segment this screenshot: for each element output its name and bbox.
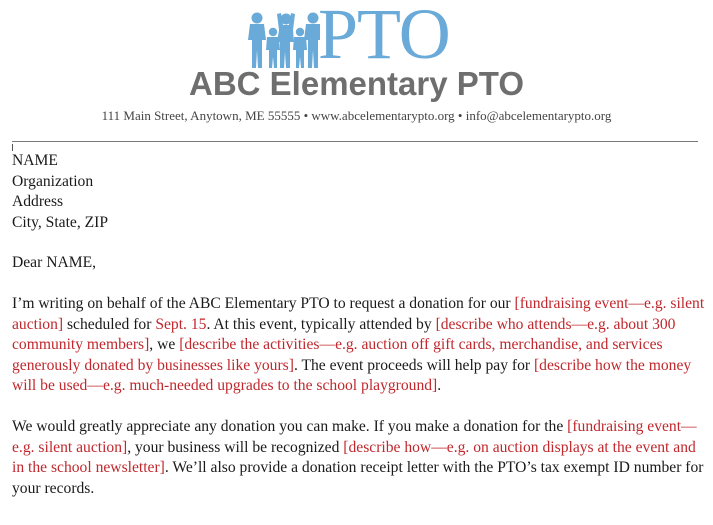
contact-info: 111 Main Street, Anytown, ME 55555 • www.abcelementarypto.org • info@abcelementarypto.org [101, 108, 612, 123]
placeholder-segment: [describe how—e.g. on auction displays at the event and in the school newsletter] [12, 438, 696, 477]
placeholder-segment: [describe how the money will be used—e.g. much-needed upgrades to the school playground] [12, 356, 692, 395]
placeholder-segment: [fundraising event—e.g. silent auction] [12, 417, 697, 456]
text-cursor [12, 144, 13, 151]
text-segment: . At this event, typically attended by [206, 315, 436, 333]
family-figures-icon [248, 10, 320, 70]
recipient-organization: Organization [12, 172, 94, 190]
header-divider [12, 141, 698, 142]
recipient-block [12, 151, 706, 233]
organization-title: ABC Elementary PTO [189, 65, 524, 102]
salutation: Dear NAME, [12, 254, 97, 272]
letterhead [0, 0, 713, 140]
recipient-city-state-zip: City, State, ZIP [12, 213, 109, 231]
letter-body[interactable] [12, 151, 706, 499]
text-segment: . The event proceeds will help pay for [293, 356, 534, 374]
text-segment: , we [149, 336, 180, 354]
spacer [12, 397, 706, 417]
logo-wordmark: PTO [318, 0, 450, 74]
spacer [12, 233, 706, 253]
text-segment: . We’ll also provide a donation receipt letter with the PTO’s tax exempt ID number for your records. [12, 459, 704, 497]
pto-logo [248, 0, 468, 74]
text-segment: . [437, 377, 442, 395]
paragraph-request [12, 294, 706, 397]
paragraph-recognition [12, 417, 706, 499]
recipient-address: Address [12, 193, 64, 211]
placeholder-segment: [describe who attends—e.g. about 300 community members] [12, 315, 676, 354]
placeholder-segment: [fundraising event—e.g. silent auction] [12, 294, 705, 333]
text-segment: scheduled for [63, 315, 156, 333]
placeholder-segment: Sept. 15 [155, 315, 207, 333]
text-segment: We would greatly appreciate any donation you can make. If you make a donation for the [12, 417, 568, 435]
text-segment: I’m writing on behalf of the ABC Elementary PTO to request a donation for our [12, 294, 515, 312]
text-segment: , your business will be recognized [127, 438, 344, 456]
recipient-name: NAME [12, 152, 58, 169]
placeholder-segment: [describe the activities—e.g. auction off gift cards, merchandise, and services generously donated by businesses like yours] [12, 336, 663, 374]
spacer [12, 274, 706, 294]
